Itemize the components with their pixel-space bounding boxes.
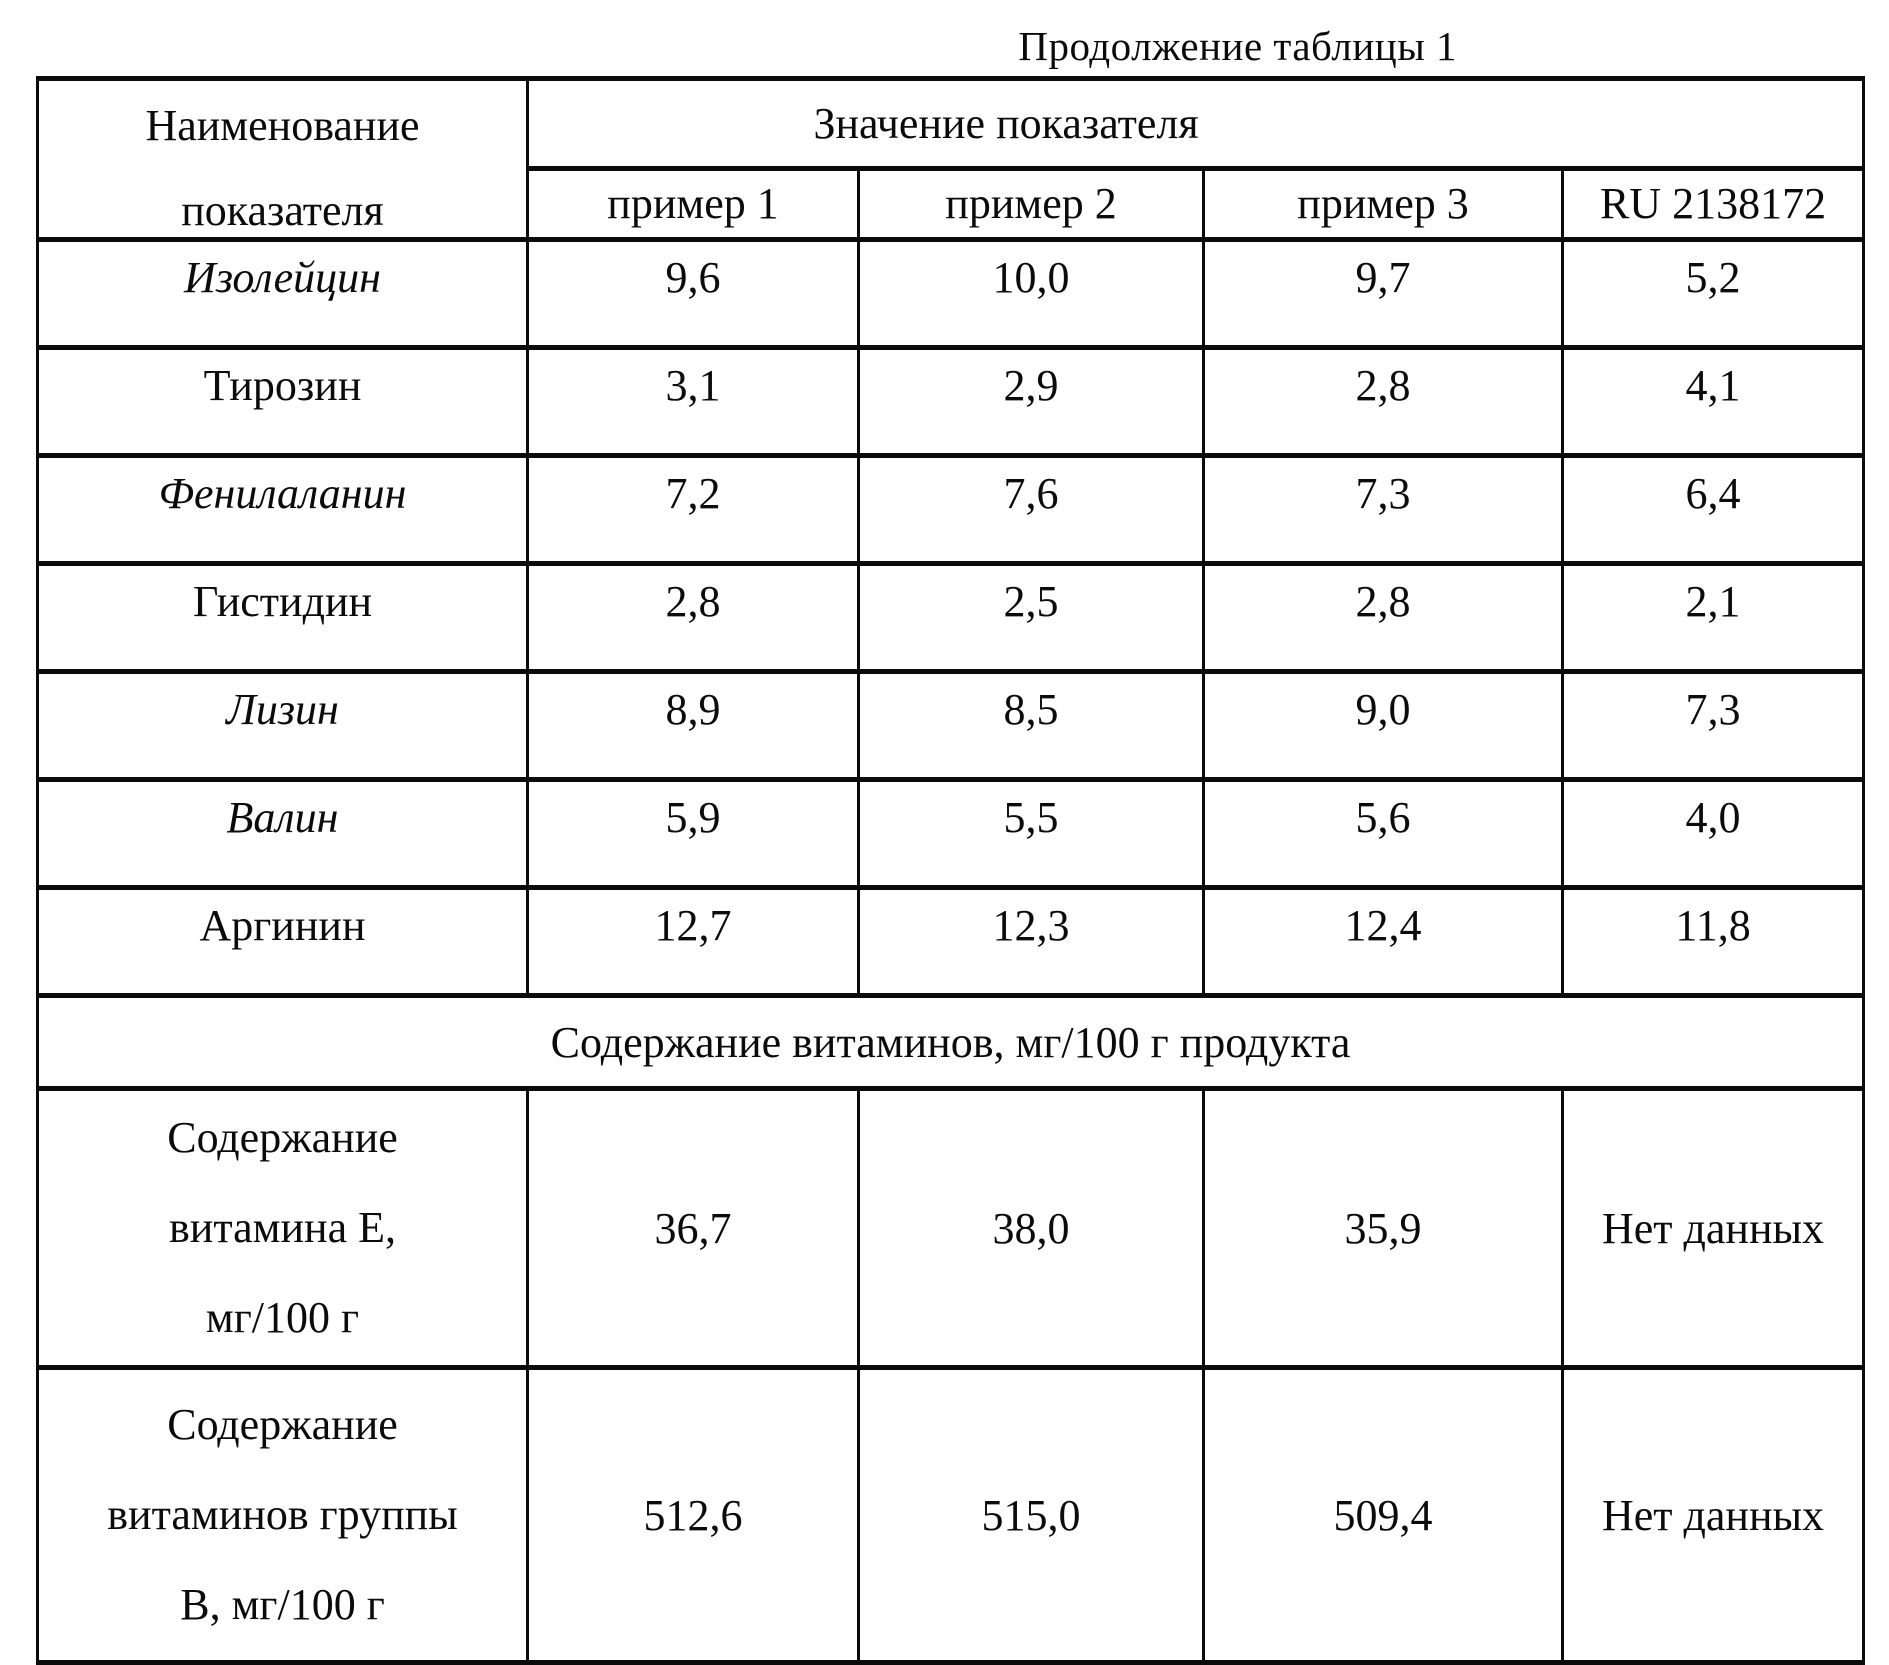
cell-value: 5,9 <box>528 780 859 888</box>
header-example-1: пример 1 <box>528 168 859 239</box>
cell-value: Нет данных <box>1563 1089 1864 1368</box>
cell-value: 2,5 <box>859 564 1204 672</box>
table-row-tyrosine <box>38 348 1864 456</box>
row-name-line: Содержание <box>167 1113 398 1162</box>
cell-value: 38,0 <box>859 1089 1204 1368</box>
table-row-valine <box>38 780 1864 888</box>
row-name-line: витамина Е, <box>169 1203 396 1252</box>
cell-value: 2,8 <box>1204 564 1563 672</box>
cell-value: 5,5 <box>859 780 1204 888</box>
cell-value: 2,8 <box>528 564 859 672</box>
cell-value: 35,9 <box>1204 1089 1563 1368</box>
row-name-line: витаминов группы <box>107 1490 458 1539</box>
cell-value: 36,7 <box>528 1089 859 1368</box>
cell-value: 12,4 <box>1204 888 1563 996</box>
vitamins-section-header: Содержание витаминов, мг/100 г продукта <box>38 996 1864 1089</box>
cell-value: 7,6 <box>859 456 1204 564</box>
cell-value: 8,5 <box>859 672 1204 780</box>
table-row-phenylalanine <box>38 456 1864 564</box>
cell-value: 3,1 <box>528 348 859 456</box>
cell-value: 512,6 <box>528 1368 859 1663</box>
cell-value: 11,8 <box>1563 888 1864 996</box>
indicators-table <box>36 76 1865 1665</box>
row-name-line: Содержание <box>167 1400 398 1449</box>
table-continuation-caption: Продолжение таблицы 1 <box>1018 23 1457 69</box>
cell-value: 7,3 <box>1563 672 1864 780</box>
cell-value: 509,4 <box>1204 1368 1563 1663</box>
cell-value: 6,4 <box>1563 456 1864 564</box>
row-name: Лизин <box>38 672 528 780</box>
header-ru-patent: RU 2138172 <box>1563 168 1864 239</box>
cell-value: 9,6 <box>528 240 859 348</box>
cell-value: 8,9 <box>528 672 859 780</box>
cell-value: Нет данных <box>1563 1368 1864 1663</box>
header-indicator-line2: показателя <box>181 186 384 235</box>
table-row-histidine <box>38 564 1864 672</box>
cell-value: 2,1 <box>1563 564 1864 672</box>
row-name: Тирозин <box>38 348 528 456</box>
cell-value: 515,0 <box>859 1368 1204 1663</box>
cell-value: 10,0 <box>859 240 1204 348</box>
header-indicator-line1: Наименование <box>145 101 420 150</box>
table-row-lysine <box>38 672 1864 780</box>
row-name: Аргинин <box>38 888 528 996</box>
row-name <box>38 1368 528 1663</box>
row-name: Изолейцин <box>38 240 528 348</box>
header-row-1 <box>38 79 1864 169</box>
cell-value: 4,0 <box>1563 780 1864 888</box>
cell-value: 4,1 <box>1563 348 1864 456</box>
header-indicator-name <box>38 79 528 240</box>
row-name: Гистидин <box>38 564 528 672</box>
cell-value: 12,3 <box>859 888 1204 996</box>
header-example-3: пример 3 <box>1204 168 1563 239</box>
cell-value: 9,0 <box>1204 672 1563 780</box>
table-row-arginine <box>38 888 1864 996</box>
cell-value: 9,7 <box>1204 240 1563 348</box>
cell-value: 2,8 <box>1204 348 1563 456</box>
row-name <box>38 1089 528 1368</box>
cell-value: 7,2 <box>528 456 859 564</box>
row-name: Валин <box>38 780 528 888</box>
table-row-isoleucine <box>38 240 1864 348</box>
header-example-2: пример 2 <box>859 168 1204 239</box>
row-name-line: В, мг/100 г <box>180 1580 385 1629</box>
cell-value: 5,6 <box>1204 780 1563 888</box>
table-row-vitamin-e <box>38 1089 1864 1368</box>
header-value-group: Значение показателя <box>528 79 1864 169</box>
cell-value: 7,3 <box>1204 456 1563 564</box>
row-name: Фенилаланин <box>38 456 528 564</box>
cell-value: 12,7 <box>528 888 859 996</box>
row-name-line: мг/100 г <box>205 1293 360 1342</box>
cell-value: 2,9 <box>859 348 1204 456</box>
cell-value: 5,2 <box>1563 240 1864 348</box>
table-row-vitamin-b-group <box>38 1368 1864 1663</box>
vitamins-section-row <box>38 996 1864 1089</box>
